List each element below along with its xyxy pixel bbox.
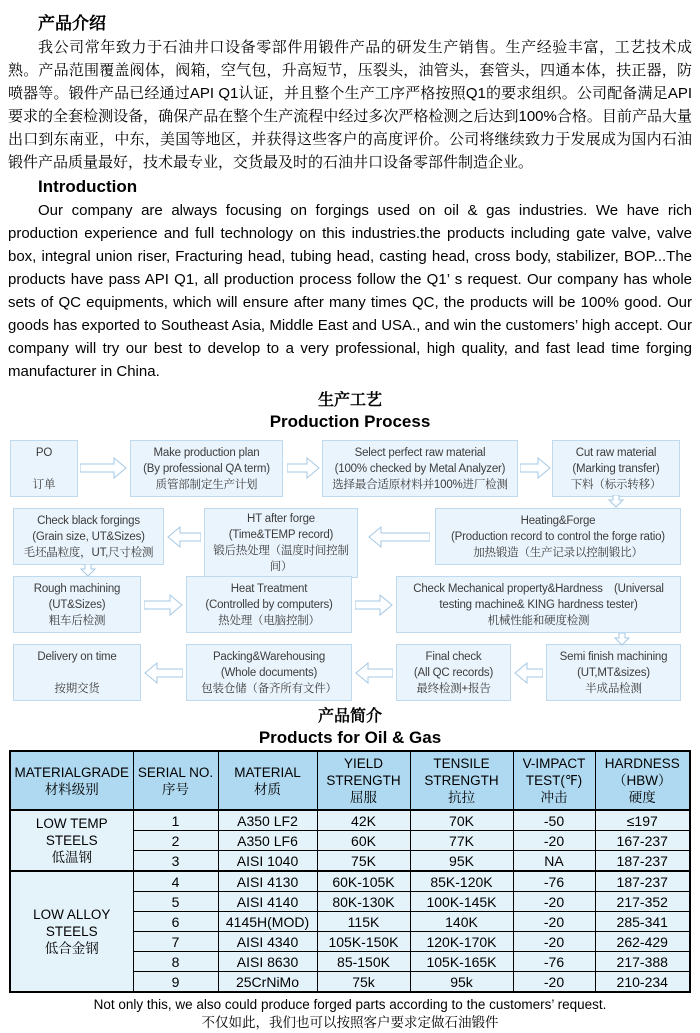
process-step-label: Heat Treatment bbox=[230, 582, 308, 595]
cn-intro-heading: 产品介绍 bbox=[38, 14, 106, 33]
process-step-label: Select perfect raw material bbox=[354, 446, 486, 459]
table-cell: -76 bbox=[513, 871, 595, 892]
table-header-cell bbox=[317, 751, 410, 810]
table-cell: 75k bbox=[317, 972, 410, 993]
cn-intro-paragraph: 我公司常年致力于石油井口设备零部件用锻件产品的研发生产销售。生产经验丰富，工艺技术成熟。产品范围覆盖阀体，阀箱，空气包，升高短节，压裂头，油管头，套管头，四通本体，扶正器，防喷器等。锻件产品已经通过API Q1认证，并且整个生产工序严格按照Q1的要求组织。公司配备满足API要求的全套检测设备，确保产品在整个生产流程中经过多次严格检测之后达到100%合格。目前产品大量出口到东南亚，中东，美国等地区，并获得这些客户的高度评价。公司将继续致力于发展成为国内石油锻件产品质量最好，技术最专业，交货最及时的石油井口设备零部件制造企业。 bbox=[8, 39, 692, 171]
material-group-label: 低温钢 bbox=[51, 850, 92, 865]
table-header-label: MATERIAL bbox=[234, 764, 301, 780]
process-step-label: Check Mechanical property&Hardness (Universal testing machine& KING hardness tester) bbox=[413, 582, 664, 611]
en-intro-paragraph: Our company are always focusing on forgings used on oil & gas industries. We have rich production experience and full technology on this industries.the products including gate valve, valve box, integral union riser, Fracturing head, tubing head, casting head, cross body, stabilizer, BOP...The products have pass API Q1, all production process follow the Q1’ s request. Our company has whole sets of QC equipments, which will ensure after many times QC, the products will be 100% good. Our goods has exported to Southeast Asia, Middle East and USA., and win the customers’ high accept. Our company will try our best to develop to a very professional, high quality, and fast lead time forging manufacturer in China. bbox=[8, 202, 692, 380]
process-step-label: 选择最合适原材料并100%进厂检测 bbox=[332, 478, 508, 491]
process-step-label: (Grain size, UT&Sizes) bbox=[32, 530, 145, 543]
flow-arrow-left-icon bbox=[167, 526, 201, 548]
table-cell: 60K-105K bbox=[317, 871, 410, 892]
table-cell: 217-352 bbox=[595, 892, 690, 912]
flow-arrow-right-icon bbox=[355, 594, 393, 616]
table-cell: 9 bbox=[133, 972, 218, 993]
process-step-label: Packing&Warehousing bbox=[212, 650, 326, 663]
table-row bbox=[10, 810, 690, 831]
table-cell: -20 bbox=[513, 932, 595, 952]
table-cell: 187-237 bbox=[595, 851, 690, 872]
table-header-label: 材质 bbox=[254, 781, 281, 797]
table-cell: -76 bbox=[513, 952, 595, 972]
table-header-label: YIELD STRENGTH bbox=[326, 756, 401, 788]
process-step-label: 热处理（电脑控制） bbox=[218, 614, 320, 627]
table-cell: 25CrNiMo bbox=[218, 972, 317, 993]
table-header-cell bbox=[513, 751, 595, 810]
process-step-label: (Controlled by computers) bbox=[205, 598, 333, 611]
products-title-en: Products for Oil & Gas bbox=[258, 728, 442, 747]
process-step-label: PO bbox=[35, 446, 53, 459]
products-title-cn: 产品简介 bbox=[317, 708, 382, 725]
table-cell: 217-388 bbox=[595, 952, 690, 972]
process-step-ht-after-forge bbox=[204, 508, 358, 578]
process-step-label: (Marking transfer) bbox=[572, 462, 660, 475]
material-group-cell bbox=[10, 871, 133, 992]
table-row bbox=[10, 871, 690, 892]
process-step-rough-machining bbox=[13, 576, 141, 633]
process-step-heating-forge bbox=[435, 508, 681, 565]
process-step-delivery-on-time bbox=[13, 644, 141, 701]
table-cell: 210-234 bbox=[595, 972, 690, 993]
table-header-cell bbox=[10, 751, 133, 810]
process-step-label bbox=[16, 665, 138, 681]
table-cell: AISI 4140 bbox=[218, 892, 317, 912]
process-step-label: Check black forgings bbox=[37, 514, 140, 527]
process-step-packing-warehousing bbox=[186, 644, 352, 701]
process-step-label: HT after forge bbox=[247, 513, 315, 525]
table-cell: 1 bbox=[133, 810, 218, 831]
table-cell: 95k bbox=[410, 972, 513, 993]
table-cell: -20 bbox=[513, 892, 595, 912]
table-cell: 115K bbox=[317, 912, 410, 932]
table-header-label: HARDNESS bbox=[604, 756, 680, 771]
process-step-label: 粗车后检测 bbox=[48, 614, 106, 627]
process-step-heat-treatment bbox=[186, 576, 352, 633]
material-group-label: STEELS bbox=[45, 833, 98, 848]
flow-arrow-right-icon bbox=[80, 457, 127, 479]
flow-arrow-left-icon bbox=[514, 662, 543, 684]
process-step-label: (Production record to control the forge ratio) bbox=[451, 530, 665, 543]
material-group-cell bbox=[10, 810, 133, 871]
process-title-cn: 生产工艺 bbox=[317, 392, 382, 409]
table-header-label: SERIAL NO. bbox=[137, 764, 214, 780]
material-group-label: 低合金钢 bbox=[44, 941, 99, 956]
process-step-select-raw-material bbox=[322, 440, 518, 497]
table-header-cell bbox=[218, 751, 317, 810]
table-cell: -20 bbox=[513, 972, 595, 993]
table-cell: 77K bbox=[410, 831, 513, 851]
table-cell: AISI 4340 bbox=[218, 932, 317, 952]
process-step-label: 机械性能和硬度检测 bbox=[487, 614, 590, 627]
table-cell: 285-341 bbox=[595, 912, 690, 932]
process-step-label: Semi finish machining bbox=[559, 650, 668, 663]
flow-arrow-left-icon bbox=[355, 662, 393, 684]
process-step-label: 按期交货 bbox=[54, 682, 100, 695]
process-step-label: Rough machining bbox=[33, 582, 121, 595]
process-step-label: (By professional QA term) bbox=[143, 462, 270, 475]
table-header-label: 序号 bbox=[162, 781, 189, 797]
process-step-label: 毛坯晶粒度，UT,尺寸检测 bbox=[23, 546, 154, 559]
process-step-label: (All QC records) bbox=[413, 666, 494, 679]
flow-arrow-right-icon bbox=[520, 457, 551, 479]
table-header-row bbox=[10, 751, 690, 810]
table-cell: 4145H(MOD) bbox=[218, 912, 317, 932]
table-cell: 120K-170K bbox=[410, 932, 513, 952]
process-step-label: 订单 bbox=[32, 478, 56, 491]
process-step-label: 下料（标示转移） bbox=[570, 478, 662, 491]
table-cell: 105K-165K bbox=[410, 952, 513, 972]
flow-arrow-left-icon bbox=[144, 662, 183, 684]
process-step-semi-finish-machining bbox=[546, 644, 681, 701]
table-cell: AISI 8630 bbox=[218, 952, 317, 972]
process-step-label: 质管部制定生产计划 bbox=[155, 478, 258, 491]
material-group-label: LOW ALLOY bbox=[33, 907, 111, 922]
table-cell: 167-237 bbox=[595, 831, 690, 851]
table-cell: 4 bbox=[133, 871, 218, 892]
table-cell: 100K-145K bbox=[410, 892, 513, 912]
table-header-label: V-IMPACT TEST(℉) bbox=[522, 756, 586, 788]
products-table bbox=[9, 750, 691, 993]
process-step-check-mechanical bbox=[396, 576, 681, 633]
table-cell: -20 bbox=[513, 912, 595, 932]
flow-arrow-left-icon bbox=[368, 526, 430, 548]
table-cell: 6 bbox=[133, 912, 218, 932]
process-step-label: Cut raw material bbox=[575, 446, 657, 459]
process-step-label bbox=[13, 461, 75, 477]
material-group-label: LOW TEMP bbox=[35, 816, 108, 831]
table-cell: 95K bbox=[410, 851, 513, 872]
table-header-cell bbox=[595, 751, 690, 810]
process-step-label: (100% checked by Metal Analyzer) bbox=[334, 462, 506, 475]
process-step-label: 锻后热处理（温度时间控制间） bbox=[213, 545, 349, 573]
process-step-label: (Whole documents) bbox=[220, 666, 318, 679]
process-step-make-production-plan bbox=[130, 440, 283, 497]
table-cell: 105K-150K bbox=[317, 932, 410, 952]
process-step-label: (UT&Sizes) bbox=[48, 598, 106, 611]
flow-arrow-right-icon bbox=[287, 457, 320, 479]
process-step-label: Final check bbox=[425, 650, 482, 663]
process-step-label: Make production plan bbox=[153, 446, 260, 459]
process-step-label: (UT,MT&sizes) bbox=[577, 666, 650, 679]
en-intro-heading: Introduction bbox=[38, 177, 138, 196]
table-header-label: 硬度 bbox=[628, 790, 656, 805]
table-header-label: 屈服 bbox=[350, 790, 377, 805]
table-cell: 8 bbox=[133, 952, 218, 972]
table-cell: 2 bbox=[133, 831, 218, 851]
table-cell: 70K bbox=[410, 810, 513, 831]
footer-note-en: Not only this, we also could produce forged parts according to the customers’ request. bbox=[93, 997, 607, 1012]
table-cell: 140K bbox=[410, 912, 513, 932]
table-cell: 75K bbox=[317, 851, 410, 872]
flow-arrow-right-icon bbox=[144, 594, 183, 616]
table-cell: NA bbox=[513, 851, 595, 872]
flow-arrow-down-icon bbox=[80, 564, 96, 577]
table-header-label: MATERIALGRADE bbox=[14, 764, 130, 780]
process-step-label: (Time&TEMP record) bbox=[228, 529, 334, 541]
process-step-po bbox=[10, 440, 78, 497]
table-cell: -50 bbox=[513, 810, 595, 831]
process-step-cut-raw-material bbox=[552, 440, 680, 497]
flow-arrow-down-icon bbox=[614, 633, 630, 646]
process-step-label: 包装仓储（备齐所有文件） bbox=[201, 682, 337, 695]
table-cell: 85K-120K bbox=[410, 871, 513, 892]
table-cell: 3 bbox=[133, 851, 218, 872]
en-intro-section bbox=[0, 177, 700, 383]
flow-arrow-down-icon bbox=[608, 495, 624, 508]
process-step-final-check bbox=[396, 644, 511, 701]
page-footer bbox=[0, 996, 700, 1032]
table-header-label: 冲击 bbox=[540, 790, 568, 805]
table-cell: A350 LF6 bbox=[218, 831, 317, 851]
table-cell: ≤197 bbox=[595, 810, 690, 831]
table-cell: 7 bbox=[133, 932, 218, 952]
table-header-label: 材料级别 bbox=[44, 781, 99, 797]
table-cell: 5 bbox=[133, 892, 218, 912]
table-cell: 262-429 bbox=[595, 932, 690, 952]
table-cell: -20 bbox=[513, 831, 595, 851]
table-header-cell bbox=[410, 751, 513, 810]
table-header-cell bbox=[133, 751, 218, 810]
material-group-label: STEELS bbox=[45, 924, 98, 939]
table-cell: 60K bbox=[317, 831, 410, 851]
table-cell: AISI 1040 bbox=[218, 851, 317, 872]
process-step-label: 最终检测+报告 bbox=[416, 682, 491, 695]
process-step-label: Delivery on time bbox=[37, 650, 117, 663]
process-section bbox=[0, 390, 700, 706]
process-step-label: Heating&Forge bbox=[520, 514, 596, 527]
cn-intro-section bbox=[0, 9, 700, 174]
process-title-en: Production Process bbox=[269, 412, 431, 431]
table-cell: 187-237 bbox=[595, 871, 690, 892]
process-step-check-black-forgings bbox=[13, 508, 164, 565]
process-step-label: 半成品检测 bbox=[585, 682, 642, 695]
table-cell: A350 LF2 bbox=[218, 810, 317, 831]
table-header-label: 抗拉 bbox=[448, 790, 475, 805]
process-flowchart bbox=[0, 436, 700, 706]
process-step-label: 加热锻造（生产记录以控制锻比） bbox=[473, 546, 643, 559]
table-header-label: （HBW） bbox=[613, 773, 672, 788]
footer-note-cn: 不仅如此，我们也可以按照客户要求定做石油锻件 bbox=[201, 1015, 499, 1030]
table-cell: 85-150K bbox=[317, 952, 410, 972]
table-header-label: TENSILE STRENGTH bbox=[424, 756, 499, 788]
table-cell: AISI 4130 bbox=[218, 871, 317, 892]
table-cell: 80K-130K bbox=[317, 892, 410, 912]
products-section bbox=[0, 706, 700, 993]
table-cell: 42K bbox=[317, 810, 410, 831]
